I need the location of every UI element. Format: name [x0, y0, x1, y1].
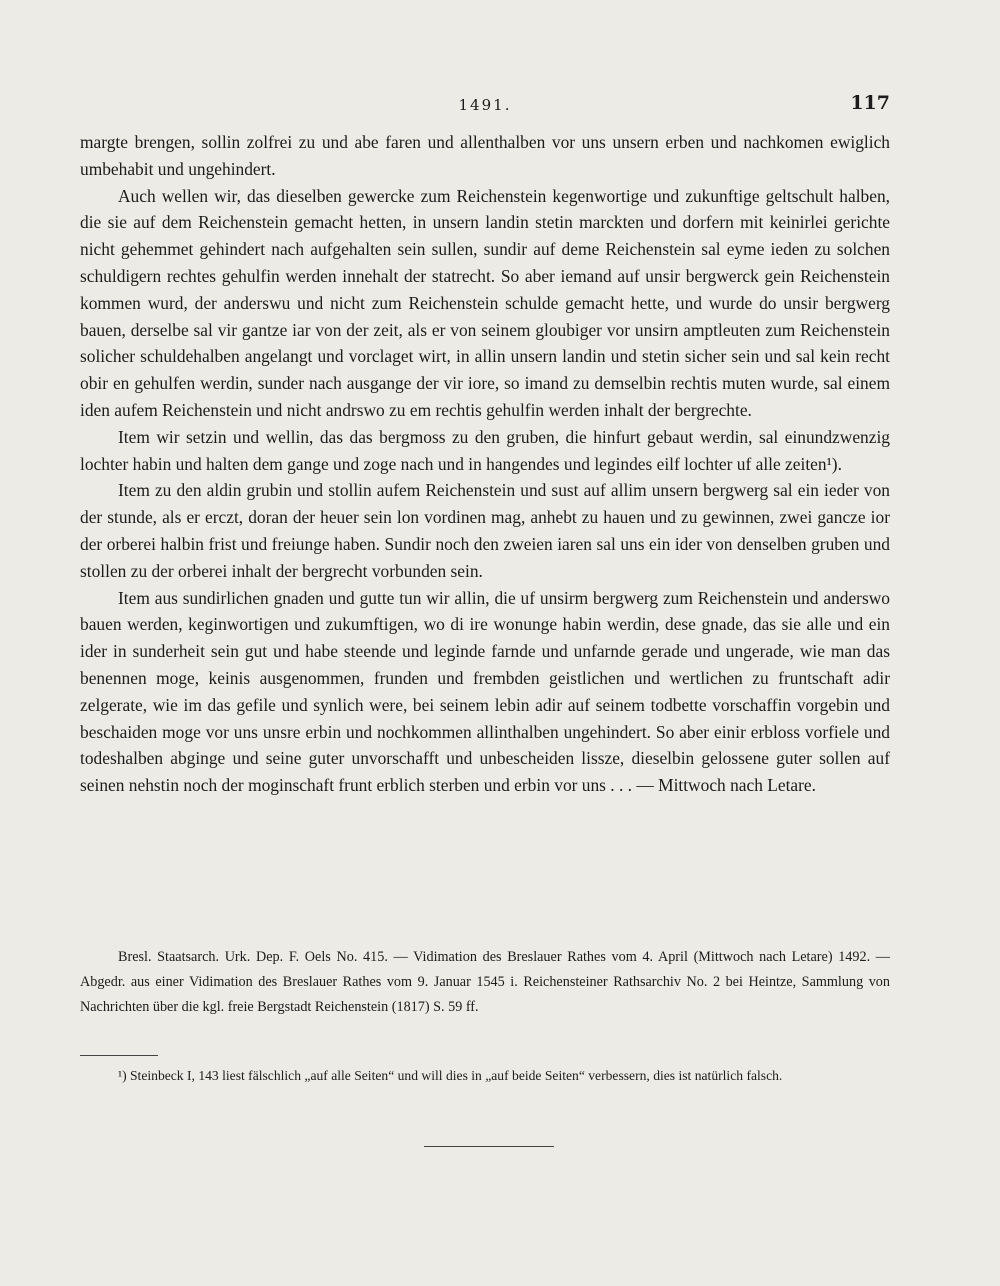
running-header [80, 92, 890, 116]
paragraph: Auch wellen wir, das dieselben gewercke zum Reichenstein kegenwortige und zukunftige geltschult halben, die sie auf dem Reichenstein gemacht hetten, in unsern landin stetin marckten und dorfern mit keinirlei gerichte nicht gehemmet gehindert nach aufgehalten sein sullen, sundir auf deme Reichenstein sal eyme ieden zu solchen schuldigern rechtes gehulfin werden innehalt der statrecht. So aber iemand auf unsir bergwerck gein Reichenstein kommen wurd, der anderswu und nicht zum Reichenstein schulde gemacht hette, und wurde do unsir bergwerg bauen, derselbe sal vir gantze iar von der zeit, als er von seinem gloubiger vor unsirn amptleuten zum Reichenstein solicher schuldehalben angelangt und vorclaget wirt, in allin unsern landin und stetin sicher sein und sal kein recht obir en gehulfen werdin, sunder nach ausgange der vir iore, so imand zu demselbin rechtis muten wurde, sal einem iden aufem Reichenstein und nicht andrswo zu em rechtis gehulfin werden inhalt der bergrechte. [80, 185, 890, 420]
page-number: 117 [850, 92, 890, 114]
source-note-text: Bresl. Staatsarch. Urk. Dep. F. Oels No. 415. — Vidimation des Breslauer Rathes vom 4. April (Mittwoch nach Letare) 1492. — Abgedr. aus einer Vidimation des Breslauer Rathes vom 9. Januar 1545 i. Reichensteiner Rathsarchiv No. 2 bei Heintze, Sammlung von Nachrichten über die kgl. freie Bergstadt Reichenstein (1817) S. 59 ff. [80, 949, 890, 1015]
end-rule [424, 1146, 554, 1147]
main-text [80, 129, 890, 799]
footnote [80, 1065, 890, 1086]
paragraph: Item zu den aldin grubin und stollin aufem Reichenstein und sust auf allim unsern bergwerg sal ein ieder von der stunde, als er erczt, doran der heuer sein lon vordinen mag, anhebt zu hauen und zu gewinnen, zwei gancze ior der orberei halbin frist und freiunge haben. Sundir noch den zweien iaren sal uns ein ider von denselben gruben und stollen zu der orberei inhalt der bergrecht vorbunden sein. [80, 480, 890, 581]
paragraph: Item wir setzin und wellin, das das bergmoss zu den gruben, die hinfurt gebaut werdin, sal einundzwenzig lochter habin und halten dem gange und zoge nach und in hangendes und legindes eilf lochter uf alle zeiten¹). [80, 426, 890, 474]
footnote-text: ¹) Steinbeck I, 143 liest fälschlich „auf alle Seiten“ und will dies in „auf beide Seiten“ verbessern, dies ist natürlich falsch. [118, 1068, 783, 1083]
paragraph: Item aus sundirlichen gnaden und gutte tun wir allin, die uf unsirm bergwerg zum Reichenstein und anderswo bauen werden, keginwortigen und zukumftigen, wo di ire wonunge habin werdin, dese gnade, das sie alle und ein ider in sunderheit sein gut und habe steende und leginde farnde und unfarnde gerade und ungerade, wie man das benennen moge, keinis ausgenommen, frunden und frembden geistlichen und wertlichen zu fruntschaft adir zelgerate, wie im das gefile und synlich were, bei seinem lebin adir auf seinem todbette vorschaffin vorgebin und beschaiden moge vor uns unsre erbin und nochkommen allinthalben ungehindert. So aber einir erbloss vorfiele und todeshalben abginge und seine guter unvorschafft und unbescheiden lissze, dieselbin gelossene guter sollen auf seinen nehstin noch der moginschaft frunt erblich sterben und erbin vor uns . . . — Mittwoch nach Letare. [80, 587, 890, 796]
paragraph: margte brengen, sollin zolfrei zu und abe faren und allenthalben vor uns unsern erben und nachkomen ewiglich umbehabit und ungehindert. [80, 132, 890, 179]
source-note [80, 945, 890, 1020]
header-year: 1491. [458, 96, 512, 114]
footnote-divider [80, 1055, 158, 1056]
